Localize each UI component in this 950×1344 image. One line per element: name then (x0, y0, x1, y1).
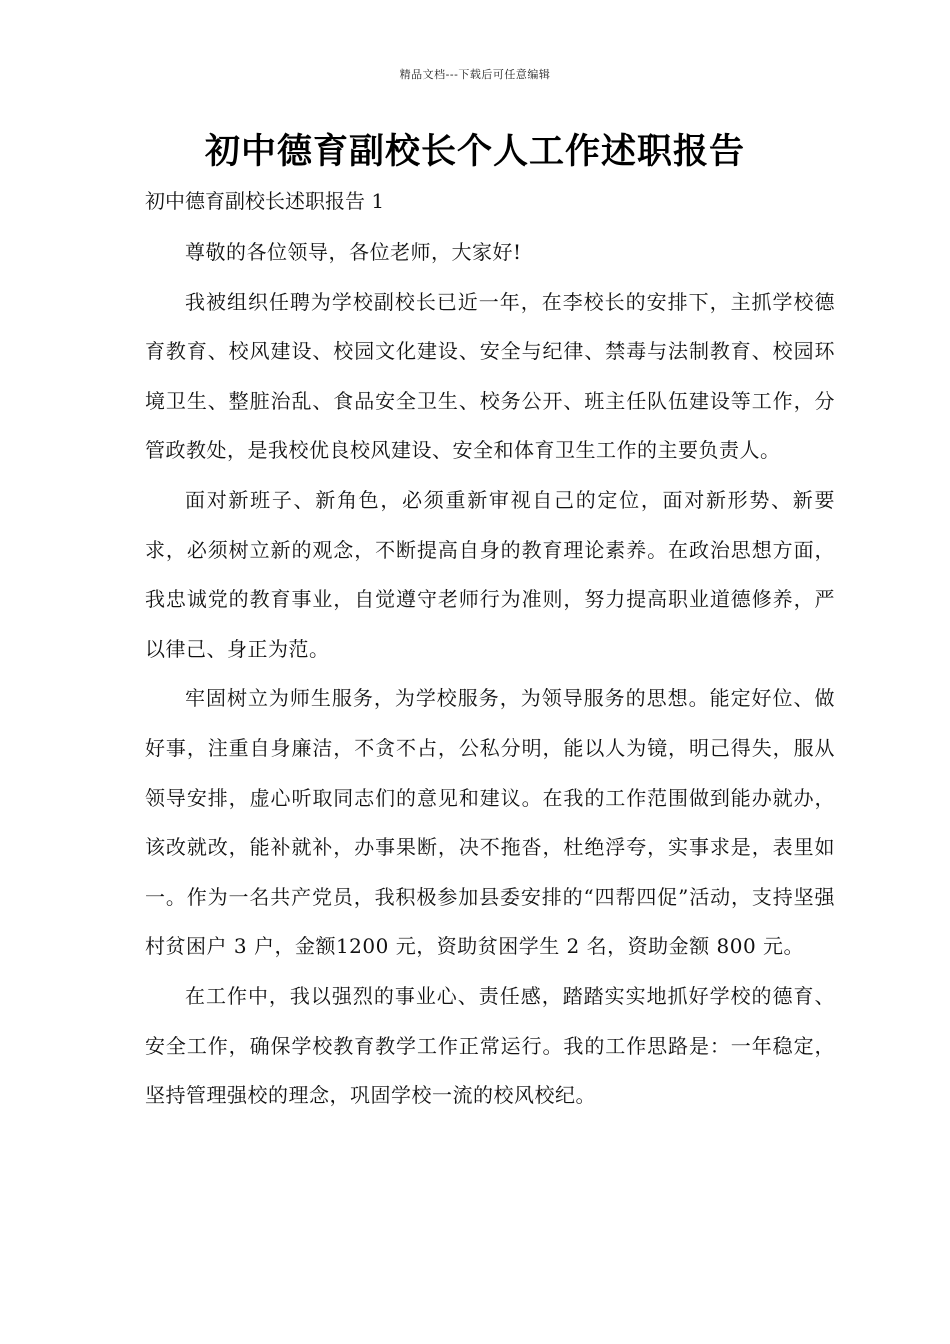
paragraph-greeting: 尊敬的各位领导，各位老师，大家好! (185, 240, 522, 264)
document-title: 初中德育副校长个人工作述职报告 (204, 131, 745, 172)
document-subtitle: 初中德育副校长述职报告 1 (145, 189, 385, 213)
paragraph: 面对新班子、新角色，必须重新审视自己的定位，面对新形势、新要求，必须树立新的观念，不断提高自身的教育理论素养。在政治思想方面，我忠诚党的教育事业，自觉遵守老师行为准则，努力提高职业道德修养，严以律己、身正为范。 (145, 487, 835, 661)
document-body (145, 228, 835, 1121)
paragraph: 牢固树立为师生服务，为学校服务，为领导服务的思想。能定好位、做好事，注重自身廉洁，不贪不占，公私分明，能以人为镜，明己得失，服从领导安排，虚心听取同志们的意见和建议。在我的工作范围做到能办就办，该改就改，能补就补，办事果断，决不拖沓，杜绝浮夸，实事求是，表里如一。作为一名共产党员，我积极参加县委安排的“四帮四促”活动，支持坚强村贫困户 3 户，金额1200 元，资助贫困学生 2 名，资助金额 800 元。 (145, 686, 835, 959)
paragraph: 在工作中，我以强烈的事业心、责任感，踏踏实实地抓好学校的德育、安全工作，确保学校教育教学工作正常运行。我的工作思路是：一年稳定，坚持管理强校的理念，巩固学校一流的校风校纪。 (145, 983, 835, 1108)
paragraph: 我被组织任聘为学校副校长已近一年，在李校长的安排下，主抓学校德育教育、校风建设、校园文化建设、安全与纪律、禁毒与法制教育、校园环境卫生、整脏治乱、食品安全卫生、校务公开、班主任队伍建设等工作，分管政教处，是我校优良校风建设、安全和体育卫生工作的主要负责人。 (145, 289, 835, 463)
header-note: 精品文档---下载后可任意编辑 (399, 68, 551, 81)
